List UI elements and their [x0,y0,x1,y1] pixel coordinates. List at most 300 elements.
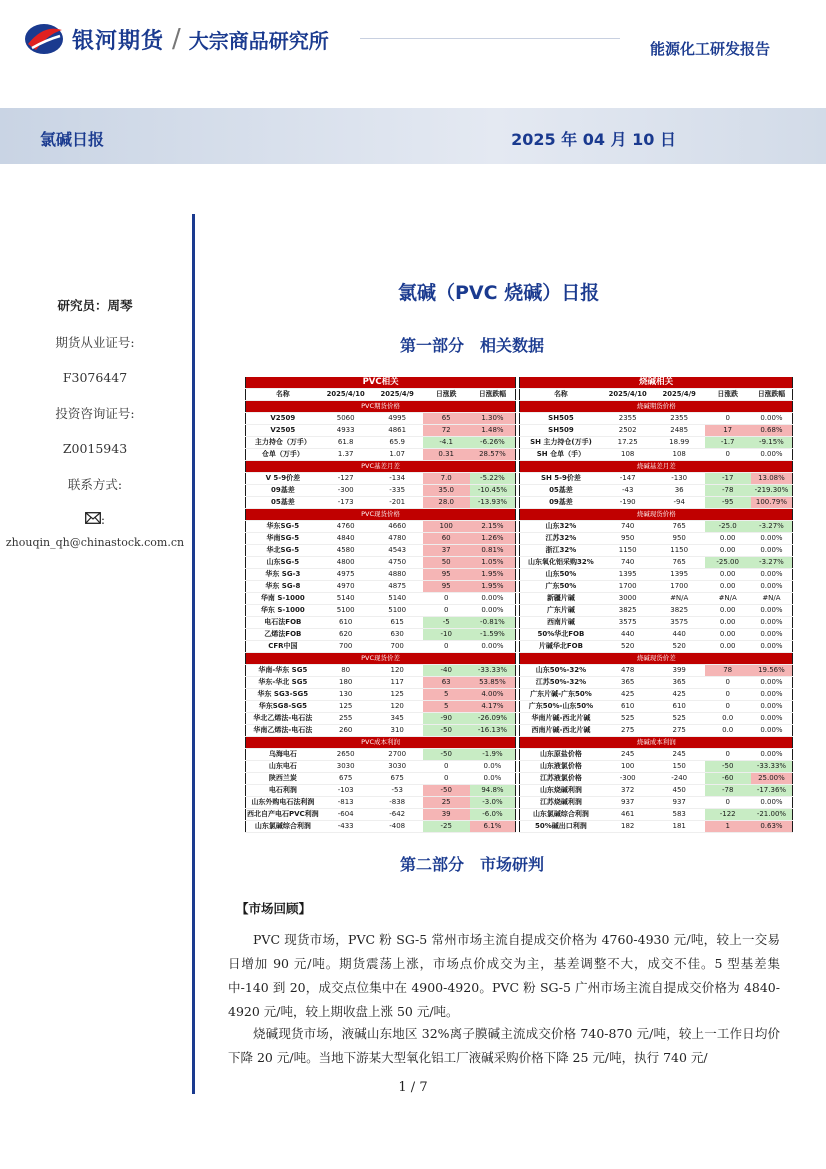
row-value: 61.8 [320,437,372,449]
row-value: 60 [423,533,470,545]
row-value: 2700 [372,749,423,761]
row-value: 0.00% [751,689,793,701]
row-value: 525 [654,713,705,725]
table-row [520,473,793,485]
row-value: 245 [654,749,705,761]
row-value: -21.00% [751,809,793,821]
row-value: -50 [423,749,470,761]
row-value: 0.00% [751,797,793,809]
table-row [520,677,793,689]
row-name: 09基差 [246,485,320,497]
row-value: 2355 [654,413,705,425]
section-header: 烧碱期货价格 [520,401,793,413]
row-value: 0.00% [751,677,793,689]
column-header: 日涨跌幅 [751,389,793,401]
row-value: 117 [372,677,423,689]
row-value: 7.0 [423,473,470,485]
row-value: 399 [654,665,705,677]
row-value: 39 [423,809,470,821]
row-value: 0.00% [751,617,793,629]
row-value: 1150 [602,545,654,557]
row-value: 18.99 [654,437,705,449]
row-name: 09基差 [520,497,602,509]
row-name: 乌海电石 [246,749,320,761]
row-value: 182 [602,821,654,833]
logo-slash: / [172,24,181,54]
table-row [246,521,516,533]
row-name: 山东50%-32% [520,665,602,677]
row-value: 0.00% [470,593,516,605]
row-value: 610 [602,701,654,713]
row-name: 华东 S-1000 [246,605,320,617]
row-value: -813 [320,797,372,809]
row-value: 0.00 [705,605,751,617]
row-value: 53.85% [470,677,516,689]
row-value: 310 [372,725,423,737]
table-row [520,749,793,761]
row-value: 365 [654,677,705,689]
row-value: -103 [320,785,372,797]
report-type: 能源化工研发报告 [649,40,770,58]
section-header: 烧碱成本利润 [520,737,793,749]
row-value: 0 [705,449,751,461]
row-value: 345 [372,713,423,725]
row-value: -127 [320,473,372,485]
row-value: 0 [705,797,751,809]
table-row [520,689,793,701]
row-value: -134 [372,473,423,485]
row-value: -25.00 [705,557,751,569]
row-value: 0.0 [705,725,751,737]
row-value: 2502 [602,425,654,437]
table-row [246,641,516,653]
row-value: 4880 [372,569,423,581]
table-row [246,629,516,641]
table-row [246,665,516,677]
row-value: 4975 [320,569,372,581]
row-value: -173 [320,497,372,509]
row-name: 山东氯碱综合利润 [246,821,320,833]
row-value: 17.25 [602,437,654,449]
row-value: 0 [423,605,470,617]
row-value: 181 [654,821,705,833]
row-value: 937 [654,797,705,809]
row-value: 125 [372,689,423,701]
table-row [520,617,793,629]
row-value: 5 [423,701,470,713]
row-name: 山东液氯价格 [520,761,602,773]
header-divider [360,38,620,39]
row-value: 0.00% [751,449,793,461]
table-row [246,593,516,605]
row-value: 78 [705,665,751,677]
row-value: 0.00% [751,701,793,713]
row-value: 0 [705,749,751,761]
row-value: 3575 [654,617,705,629]
row-name: 广东50%-山东50% [520,701,602,713]
row-value: 0.0 [705,713,751,725]
row-value: 120 [372,701,423,713]
row-value: 0 [705,413,751,425]
row-name: SH 仓单（手） [520,449,602,461]
row-value: 1395 [654,569,705,581]
column-header: 名称 [520,389,602,401]
row-name: 西北自产电石PVC利润 [246,809,320,821]
row-value: 120 [372,665,423,677]
pvc-table [245,377,516,833]
row-name: 华东-华北 SG5 [246,677,320,689]
row-value: -43 [602,485,654,497]
row-value: 0.00% [751,413,793,425]
row-name: 电石法FOB [246,617,320,629]
table-row [246,761,516,773]
row-value: -16.13% [470,725,516,737]
table-row [520,809,793,821]
row-value: 125 [320,701,372,713]
row-name: 西南片碱-西北片碱 [520,725,602,737]
row-name: 山东外购电石法利润 [246,797,320,809]
row-value: 0.00% [751,581,793,593]
row-value: 0.00% [751,629,793,641]
row-value: 6.1% [470,821,516,833]
column-header: 2025/4/10 [602,389,654,401]
row-value: 0.00% [470,641,516,653]
table-row [246,413,516,425]
row-value: 0.00 [705,629,751,641]
row-value: -25.0 [705,521,751,533]
row-value: 4543 [372,545,423,557]
row-value: 4760 [320,521,372,533]
report-title: 氯碱（PVC 烧碱）日报 [398,282,600,304]
row-name: 山东电石 [246,761,320,773]
row-value: 0.00% [751,533,793,545]
row-value: 1.95% [470,581,516,593]
row-value: 5140 [372,593,423,605]
row-value: 700 [320,641,372,653]
table-row [246,821,516,833]
row-value: 4861 [372,425,423,437]
row-value: 372 [602,785,654,797]
row-value: 5100 [320,605,372,617]
row-value: -13.93% [470,497,516,509]
row-value: 1700 [602,581,654,593]
row-value: 1.30% [470,413,516,425]
column-header: 名称 [246,389,320,401]
section-header: PVC现货价差 [246,653,516,665]
table-row [520,593,793,605]
row-name: V2509 [246,413,320,425]
section-header: 烧碱基差月差 [520,461,793,473]
row-value: 100 [423,521,470,533]
title-banner [0,108,826,164]
row-value: 3000 [602,593,654,605]
row-name: V2505 [246,425,320,437]
row-value: 0.00 [705,641,751,653]
row-value: #N/A [654,593,705,605]
row-value: 4800 [320,557,372,569]
row-value: -33.33% [470,665,516,677]
table-row [520,413,793,425]
cert-number: F3076447 [62,370,128,385]
row-value: 94.8% [470,785,516,797]
row-value: 620 [320,629,372,641]
table-row [520,761,793,773]
row-value: 4750 [372,557,423,569]
table-row [246,485,516,497]
section-header: PVC基差月差 [246,461,516,473]
row-value: 425 [654,689,705,701]
table-row [246,785,516,797]
table-row [246,569,516,581]
row-value: 0.00 [705,617,751,629]
row-value: 1.07 [372,449,423,461]
row-value: 180 [320,677,372,689]
table-row [246,581,516,593]
row-value: 2485 [654,425,705,437]
pvc-paragraph: PVC 现货市场，PVC 粉 SG-5 常州市场主流自提成交价格为 4760-4930 元/吨，较上一交易日增加 90 元/吨。期货震荡上涨，市场点价成交为主，基差调整不大，成交不佳。5 型基差集中-140 到 20，成交点位集中在 4900-4920。PVC 粉 SG-5 广州市场主流自提成交价格为 4840-4920 元/吨，较上期收盘上涨 50 元/吨。 [228,932,780,1019]
row-value: 0.00% [751,713,793,725]
row-value: -5.22% [470,473,516,485]
table-row [246,545,516,557]
row-value: 0.00% [751,749,793,761]
row-name: 浙江32% [520,545,602,557]
row-value: -838 [372,797,423,809]
row-value: -3.27% [751,557,793,569]
cert-label: 期货从业证号: [55,335,135,350]
table-row [520,425,793,437]
table-title: PVC相关 [246,377,516,389]
row-value: 0.00 [705,545,751,557]
row-value: -122 [705,809,751,821]
row-value: 35.0 [423,485,470,497]
table-row [246,473,516,485]
row-value: #N/A [705,593,751,605]
row-value: 5 [423,689,470,701]
row-value: 365 [602,677,654,689]
part2-title: 第二部分 市场研判 [400,855,545,874]
row-value: 2.15% [470,521,516,533]
row-name: 山东原盐价格 [520,749,602,761]
email-colon: : [100,512,106,527]
row-value: 615 [372,617,423,629]
table-row [520,701,793,713]
row-value: -0.81% [470,617,516,629]
table-row [246,713,516,725]
row-value: 28.57% [470,449,516,461]
email-address[interactable]: zhouqin_qh@chinastock.com.cn [5,536,185,549]
row-name: 50%碱出口利润 [520,821,602,833]
row-value: -6.26% [470,437,516,449]
row-value: -90 [423,713,470,725]
row-value: 65.9 [372,437,423,449]
row-value: 37 [423,545,470,557]
section-header: PVC现货价格 [246,509,516,521]
row-value: -433 [320,821,372,833]
row-value: -4.1 [423,437,470,449]
row-value: 0.00% [751,569,793,581]
row-value: 260 [320,725,372,737]
row-name: 华东SG-5 [246,521,320,533]
table-row [246,725,516,737]
table-row [520,497,793,509]
data-tables [0,377,793,833]
row-value: -190 [602,497,654,509]
row-value: 0.68% [751,425,793,437]
row-value: -25 [423,821,470,833]
row-value: -1.9% [470,749,516,761]
table-row [246,557,516,569]
column-header: 2025/4/10 [320,389,372,401]
row-value: 108 [654,449,705,461]
row-value: 700 [372,641,423,653]
row-value: 5140 [320,593,372,605]
row-name: 05基差 [246,497,320,509]
table-row [246,617,516,629]
consult-label: 投资咨询证号: [55,406,135,421]
caustic-soda-table [519,377,793,833]
row-name: 华南SG-5 [246,533,320,545]
page-number: 1 / 7 [398,1080,428,1095]
row-value: 1.95% [470,569,516,581]
row-name: V 5-9价差 [246,473,320,485]
row-value: -50 [423,785,470,797]
row-value: 1395 [602,569,654,581]
row-value: -408 [372,821,423,833]
company-logo [22,20,329,58]
row-value: 65 [423,413,470,425]
column-header: 日涨跌幅 [470,389,516,401]
table-row [520,545,793,557]
caustic-paragraph: 烧碱现货市场，液碱山东地区 32%离子膜碱主流成交价格 740-870 元/吨，较上一工作日均价下降 20 元/吨。当地下游某大型氧化铝工厂液碱采购价格下降 25 元/吨，执行 740 元/ [228,1026,780,1065]
table-row [246,605,516,617]
row-value: 1 [705,821,751,833]
table-row [520,449,793,461]
row-value: 610 [320,617,372,629]
section-header: PVC期货价格 [246,401,516,413]
row-value: -240 [654,773,705,785]
row-value: -201 [372,497,423,509]
row-value: 950 [602,533,654,545]
row-value: -10.45% [470,485,516,497]
row-value: 0.00% [470,605,516,617]
table-row [246,449,516,461]
row-name: 山东氯碱综合利润 [520,809,602,821]
row-value: 95 [423,569,470,581]
row-name: 山东50% [520,569,602,581]
row-name: CFR中国 [246,641,320,653]
row-name: 山东氧化铝采购32% [520,557,602,569]
column-header: 2025/4/9 [372,389,423,401]
row-value: #N/A [751,593,793,605]
row-value: 1.48% [470,425,516,437]
row-value: 765 [654,557,705,569]
row-value: -50 [423,725,470,737]
row-value: 440 [654,629,705,641]
row-value: 0.00 [705,581,751,593]
table-row [520,821,793,833]
row-name: 华东SG8-SG5 [246,701,320,713]
row-value: 2650 [320,749,372,761]
row-name: 电石利润 [246,785,320,797]
table-row [246,809,516,821]
row-value: -78 [705,485,751,497]
row-value: 28.0 [423,497,470,509]
row-value: 4580 [320,545,372,557]
row-value: -3.0% [470,797,516,809]
section-header: 烧碱现货价格 [520,509,793,521]
row-value: 440 [602,629,654,641]
row-value: 525 [602,713,654,725]
row-value: -60 [705,773,751,785]
row-value: 108 [602,449,654,461]
row-name: SH505 [520,413,602,425]
row-name: 江苏烧碱利润 [520,797,602,809]
row-value: 1.05% [470,557,516,569]
row-name: 江苏32% [520,533,602,545]
row-value: 0 [423,773,470,785]
row-value: 5100 [372,605,423,617]
section-header: 烧碱现货价差 [520,653,793,665]
row-value: 275 [654,725,705,737]
table-title: 烧碱相关 [520,377,793,389]
table-row [520,641,793,653]
row-value: 4780 [372,533,423,545]
table-row [246,425,516,437]
row-name: 华北乙烯法-电石法 [246,713,320,725]
row-name: 华东 SG3-SG5 [246,689,320,701]
row-value: -3.27% [751,521,793,533]
row-value: 130 [320,689,372,701]
row-value: 4.00% [470,689,516,701]
table-row [246,497,516,509]
section-header: PVC成本利润 [246,737,516,749]
table-row [520,533,793,545]
row-name: 陕西兰炭 [246,773,320,785]
table-row [246,533,516,545]
row-value: -50 [705,761,751,773]
row-value: 765 [654,521,705,533]
column-header: 日涨跌 [423,389,470,401]
row-value: -219.30% [751,485,793,497]
table-row [520,785,793,797]
table-row [520,581,793,593]
row-name: 主力持仓（万手） [246,437,320,449]
row-value: 1.37 [320,449,372,461]
row-value: 255 [320,713,372,725]
row-value: -9.15% [751,437,793,449]
row-value: 36 [654,485,705,497]
row-value: 630 [372,629,423,641]
row-name: 仓单（万手） [246,449,320,461]
row-value: -5 [423,617,470,629]
row-value: 0.81% [470,545,516,557]
row-name: 乙烯法FOB [246,629,320,641]
row-value: 740 [602,557,654,569]
row-name: 江苏50%-32% [520,677,602,689]
row-name: 华北SG-5 [246,545,320,557]
row-value: 4660 [372,521,423,533]
table-row [246,437,516,449]
row-value: 0.31 [423,449,470,461]
row-value: -33.33% [751,761,793,773]
row-value: 25 [423,797,470,809]
row-value: 2355 [602,413,654,425]
row-value: 95 [423,581,470,593]
row-value: 0 [423,593,470,605]
row-value: -1.59% [470,629,516,641]
table-row [520,713,793,725]
row-value: 4.17% [470,701,516,713]
